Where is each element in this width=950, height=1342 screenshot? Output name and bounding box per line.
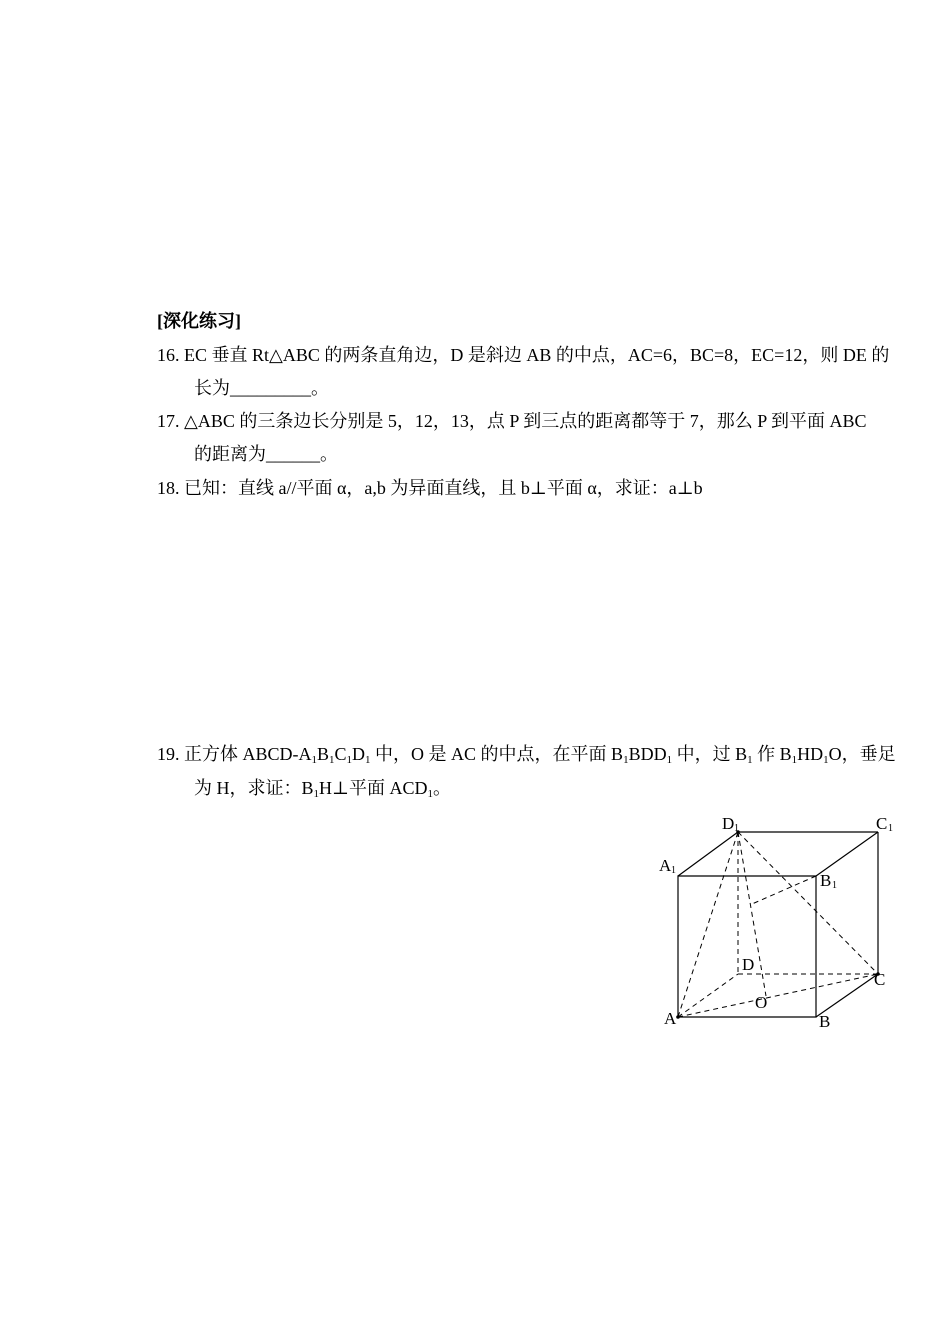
segment-A-D1 xyxy=(678,832,738,1017)
label-A1-sub: 1 xyxy=(671,865,676,876)
question-19-line-2: 为 H，求证：$B_1H\perp$平面 $ACD_1$。 xyxy=(194,778,451,800)
label-D1-sub: 1 xyxy=(734,823,739,834)
label-B1-sub: 1 xyxy=(832,880,837,891)
segment-D1-C xyxy=(738,832,878,974)
edge-A1-D1 xyxy=(678,832,738,876)
label-B1: B xyxy=(820,871,832,890)
label-C1: C xyxy=(876,814,888,833)
label-C1-sub: 1 xyxy=(888,823,893,834)
front-face xyxy=(678,876,816,1017)
point-A xyxy=(676,1015,680,1019)
question-17-line-1: 17. △ABC 的三条边长分别是 5，12，13，点 P 到三点的距离都等于 7，那么 P 到平面 ABC xyxy=(157,411,867,431)
section-title: [深化练习] xyxy=(157,311,241,331)
question-16-line-1: 16. EC 垂直 Rt△ABC 的两条直角边，D 是斜边 AB 的中点，AC=6，BC=8，EC=12，则 DE 的 xyxy=(157,345,890,365)
label-D: D xyxy=(742,955,755,974)
question-16-line-2: 长为_________。 xyxy=(194,378,329,398)
label-A1: A xyxy=(659,856,672,875)
label-D1: D xyxy=(722,814,735,833)
edge-B1-C1 xyxy=(816,832,878,876)
label-O: O xyxy=(755,993,768,1012)
question-19-line-1: 19. 正方体 ABCD-$A_1B_1C_1D_1$ 中，O 是 AC 的中点，在平面 $B_1BDD_1$ 中，过 $B_1$ 作 $B_1HD_1O$，垂足 xyxy=(157,744,896,766)
question-17-line-2: 的距离为______。 xyxy=(194,444,338,464)
label-C: C xyxy=(874,970,886,989)
question-18: 18. 已知：直线 a//平面 α，a,b 为异面直线，且 b⊥平面 α，求证：a⊥b xyxy=(157,478,703,498)
label-A: A xyxy=(664,1009,677,1028)
segment-B1-H xyxy=(752,876,816,904)
cube-figure xyxy=(640,808,910,1033)
label-B: B xyxy=(819,1012,831,1031)
